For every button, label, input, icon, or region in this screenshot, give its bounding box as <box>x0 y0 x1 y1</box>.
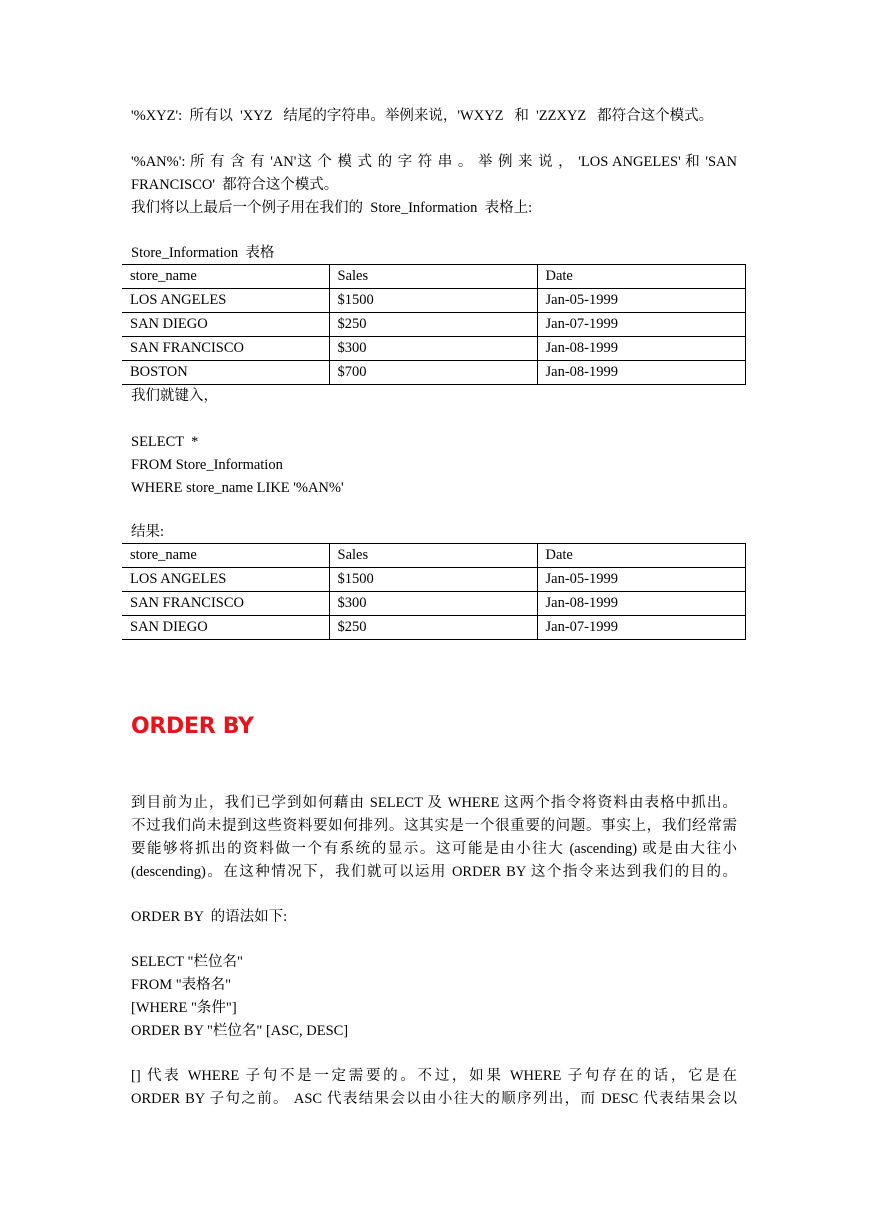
table-header-cell: Date <box>537 544 745 568</box>
syntax-line-order-by: ORDER BY "栏位名" [ASC, DESC] <box>131 1023 349 1039</box>
table-header-row <box>122 544 745 568</box>
result-table <box>122 543 746 640</box>
table-cell: $700 <box>329 361 537 385</box>
table-cell: $1500 <box>329 568 537 592</box>
table-cell: Jan-05-1999 <box>537 289 745 313</box>
sql-line-where: WHERE store_name LIKE '%AN%' <box>131 480 344 496</box>
table-header-row <box>122 265 745 289</box>
table-cell: BOSTON <box>122 361 329 385</box>
paragraph-an-pattern-line1: '%AN%': 所 有 含 有 'AN'这 个 模 式 的 字 符 串 。 举 例 来 说 ， 'LOS ANGELES' 和 'SAN <box>131 154 737 170</box>
paragraph-apply-example: 我们将以上最后一个例子用在我们的 Store_Information 表格上: <box>131 200 533 216</box>
table-cell: SAN FRANCISCO <box>122 592 329 616</box>
table-cell: Jan-07-1999 <box>537 313 745 337</box>
table-row <box>122 592 745 616</box>
table-cell: $300 <box>329 592 537 616</box>
paragraph-type-query: 我们就键入， <box>131 388 218 404</box>
table-cell: LOS ANGELES <box>122 289 329 313</box>
table1-caption: Store_Information 表格 <box>131 245 275 261</box>
table-row <box>122 568 745 592</box>
table-header-cell: Sales <box>329 544 537 568</box>
explain-line-2: ORDER BY 子句之前。 ASC 代表结果会以由小往大的顺序列出，而 DESC 代表结果会以 <box>131 1091 737 1107</box>
table-cell: Jan-08-1999 <box>537 337 745 361</box>
sql-line-select: SELECT * <box>131 434 199 450</box>
intro-line-3: 要能够将抓出的资料做一个有系统的显示。这可能是由小往大 (ascending) 或是由大往小 <box>131 841 737 857</box>
store-information-table <box>122 264 746 385</box>
table-header-cell: Date <box>537 265 745 289</box>
intro-line-2: 不过我们尚未提到这些资料要如何排列。这其实是一个很重要的问题。事实上，我们经常需 <box>131 818 737 834</box>
paragraph-xyz-pattern: '%XYZ': 所有以 'XYZ 结尾的字符串。举例来说，'WXYZ 和 'ZZXYZ 都符合这个模式。 <box>131 108 714 124</box>
result-label: 结果: <box>131 524 165 540</box>
intro-line-1: 到目前为止，我们已学到如何藉由 SELECT 及 WHERE 这两个指令将资料由表格中抓出。 <box>131 795 737 811</box>
intro-line-4: (descending)。在这种情况下，我们就可以运用 ORDER BY 这个指令来达到我们的目的。 <box>131 864 737 880</box>
table-header-cell: store_name <box>122 544 329 568</box>
table-row <box>122 361 745 385</box>
table-cell: $250 <box>329 313 537 337</box>
table-cell: Jan-08-1999 <box>537 361 745 385</box>
table-header-cell: store_name <box>122 265 329 289</box>
syntax-line-where: [WHERE "条件"] <box>131 1000 237 1016</box>
table-cell: $300 <box>329 337 537 361</box>
table-header-cell: Sales <box>329 265 537 289</box>
table-cell: $1500 <box>329 289 537 313</box>
section-heading-order-by: ORDER BY <box>131 714 254 739</box>
syntax-line-from: FROM "表格名" <box>131 977 232 993</box>
syntax-line-select: SELECT "栏位名" <box>131 954 243 970</box>
table-cell: Jan-08-1999 <box>537 592 745 616</box>
table-cell: Jan-07-1999 <box>537 616 745 640</box>
explain-line-1: [] 代表 WHERE 子句不是一定需要的。不过，如果 WHERE 子句存在的话，它是在 <box>131 1068 737 1084</box>
table-cell: $250 <box>329 616 537 640</box>
syntax-intro: ORDER BY 的语法如下: <box>131 909 288 925</box>
table-cell: SAN DIEGO <box>122 313 329 337</box>
table-row <box>122 289 745 313</box>
sql-line-from: FROM Store_Information <box>131 457 283 473</box>
table-row <box>122 313 745 337</box>
table-row <box>122 337 745 361</box>
table-cell: LOS ANGELES <box>122 568 329 592</box>
table-row <box>122 616 745 640</box>
table-cell: Jan-05-1999 <box>537 568 745 592</box>
table-cell: SAN DIEGO <box>122 616 329 640</box>
table-cell: SAN FRANCISCO <box>122 337 329 361</box>
paragraph-an-pattern-line2: FRANCISCO' 都符合这个模式。 <box>131 177 339 193</box>
